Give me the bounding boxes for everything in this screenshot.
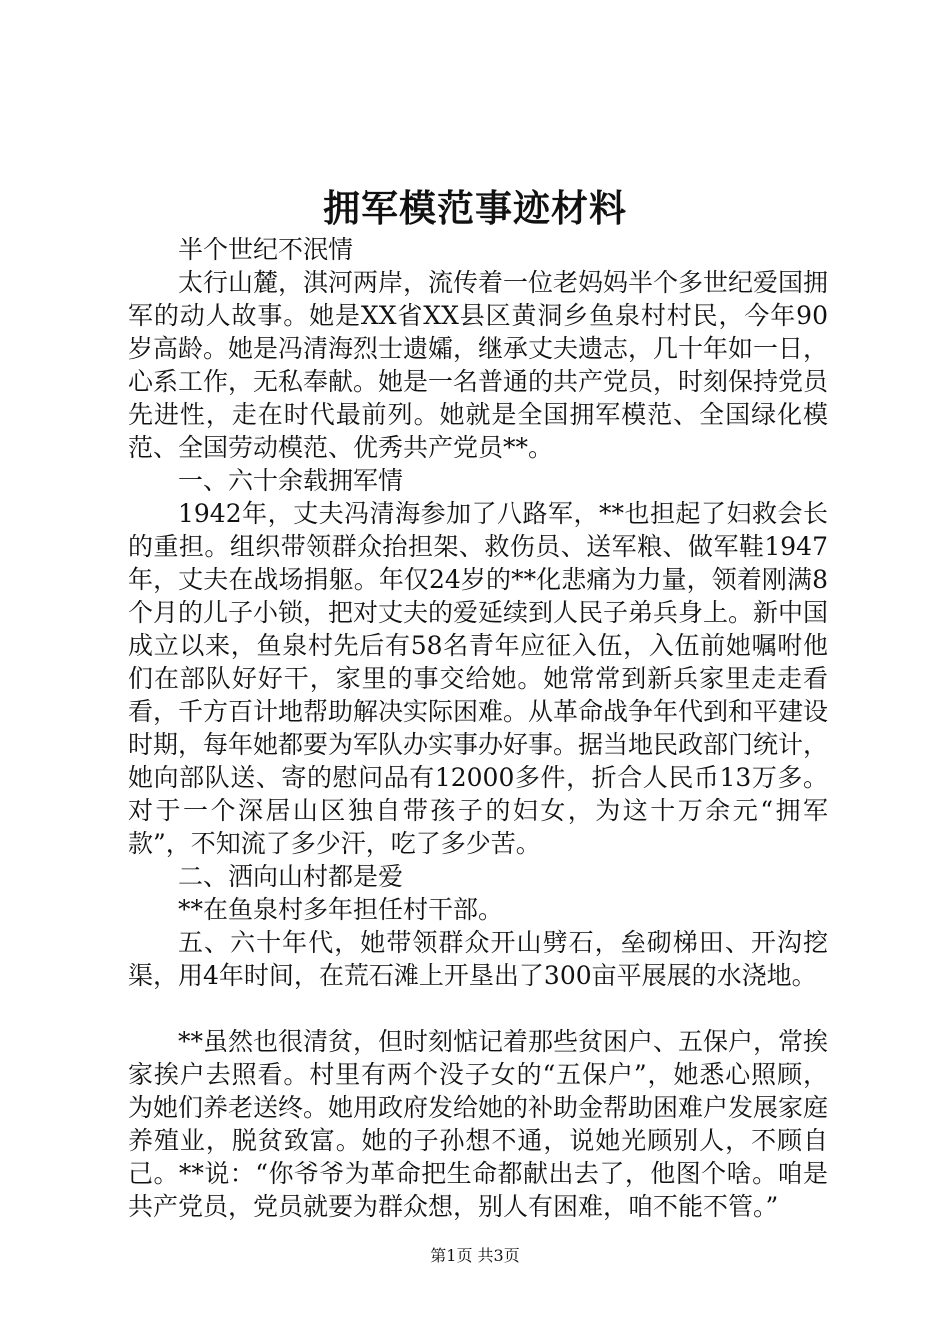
body-paragraph: **虽然也很清贫，但时刻惦记着那些贫困户、五保户，常挨家挨户去照看。村里有两个没子女的“五保户”，她悉心照顾，为她们养老送终。她用政府发给她的补助金帮助困难户发展家庭养殖业，脱贫致富。她的子孙想不通，说她光顾别人，不顾自己。**说：“你爷爷为革命把生命都献出去了，他图个啥。咱是共产党员，党员就要为群众想，别人有困难，咱不能不管。”: [128, 1027, 829, 1221]
section-heading: 二、洒向山村都是爱: [178, 862, 404, 891]
body-paragraph: 1942年，丈夫冯清海参加了八路军，**也担起了妇救会长的重担。组织带领群众抬担架、救伤员、送军粮、做军鞋1947年，丈夫在战场捐躯。年仅24岁的**化悲痛为力量，领着刚满8个月的儿子小锁，把对丈夫的爱延续到人民子弟兵身上。新中国成立以来，鱼泉村先后有58名青年应征入伍，入伍前她嘱咐他们在部队好好干，家里的事交给她。她常常到新兵家里走走看看，千方百计地帮助解决实际困难。从革命战争年代到和平建设时期，每年她都要为军队办实事办好事。据当地民政部门统计，她向部队送、寄的慰问品有12000多件，折合人民币13万多。对于一个深居山区独自带孩子的妇女，为这十万余元“拥军款”，不知流了多少汗，吃了多少苦。: [128, 499, 829, 858]
document-body: [128, 233, 828, 1223]
page-number-footer: 第1页 共3页: [430, 1246, 520, 1265]
section-heading: 半个世纪不泯情: [178, 235, 354, 264]
section-heading: 一、六十余载拥军情: [178, 466, 404, 495]
document-title: 拥军模范事迹材料: [323, 186, 627, 230]
body-paragraph: 五、六十年代，她带领群众开山劈石，垒砌梯田、开沟挖渠，用4年时间，在荒石滩上开垦出了300亩平展展的水浇地。: [128, 928, 828, 990]
body-paragraph: 太行山麓，淇河两岸，流传着一位老妈妈半个多世纪爱国拥军的动人故事。她是XX省XX县区黄洞乡鱼泉村村民，今年90岁高龄。她是冯清海烈士遗孀，继承丈夫遗志，几十年如一日，心系工作，无私奉献。她是一名普通的共产党员，时刻保持党员先进性，走在时代最前列。她就是全国拥军模范、全国绿化模范、全国劳动模范、优秀共产党员**。: [128, 268, 829, 462]
body-paragraph: **在鱼泉村多年担任村干部。: [178, 895, 504, 924]
